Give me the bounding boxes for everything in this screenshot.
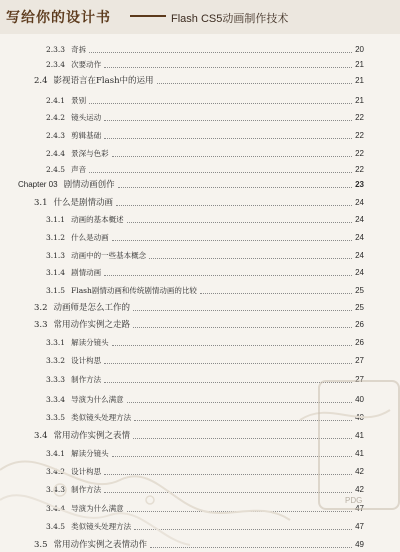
toc-entry-title: 类似镜头处理方法 [71, 413, 132, 422]
toc-entry-page: 21 [355, 76, 364, 85]
toc-entry-number: 3.5 [34, 540, 48, 550]
header-dash [130, 15, 166, 17]
dot-leader [104, 275, 352, 276]
dot-leader [116, 205, 352, 206]
toc-entry-number: 2.4.2 [46, 113, 66, 122]
toc-entry-page: 22 [355, 149, 364, 158]
toc-entry-number: 3.1.5 [46, 286, 66, 295]
toc-entry-title: 剧情动画 [71, 268, 102, 277]
toc-entry[interactable] [34, 426, 364, 442]
dot-leader [133, 327, 352, 328]
toc-entry-number: 3.4.1 [46, 449, 66, 458]
toc-entry-page: 21 [355, 96, 364, 105]
toc-entry-title: Flash剧情动画和传统剧情动画的比较 [71, 286, 197, 295]
toc-entry-number: 3.3.4 [46, 395, 66, 404]
toc-entry-title: 剪辑基础 [71, 131, 102, 140]
toc-entry[interactable] [46, 246, 364, 262]
toc-entry-title: 解读分镜头 [71, 338, 109, 347]
toc-entry[interactable] [18, 175, 364, 191]
dot-leader [89, 172, 352, 173]
toc-entry-title: 景深与色彩 [71, 149, 109, 158]
toc-entry[interactable] [46, 144, 364, 160]
toc-entry-title: 设计构思 [71, 356, 102, 365]
toc-entry-number: 3.4.3 [46, 485, 66, 494]
toc-entry-page: 40 [355, 395, 364, 404]
toc-entry-number: 2.4.5 [46, 165, 66, 174]
toc-entry-page: 49 [355, 540, 364, 549]
toc-entry-number: 2.3.4 [46, 60, 66, 69]
toc-entry[interactable] [46, 333, 364, 349]
toc-entry-page: 24 [355, 268, 364, 277]
dot-leader [134, 529, 352, 530]
toc-entry-number: 3.1.2 [46, 233, 66, 242]
dot-leader [118, 187, 352, 188]
toc-entry[interactable] [46, 160, 364, 176]
toc-entry[interactable] [46, 408, 364, 424]
dot-leader [104, 120, 352, 121]
toc-entry[interactable] [46, 40, 364, 56]
dot-leader [150, 547, 352, 548]
toc-entry-title: 设计构思 [71, 467, 102, 476]
toc-entry[interactable] [46, 126, 364, 142]
toc-entry[interactable] [46, 228, 364, 244]
toc-entry-number: 2.3.3 [46, 45, 66, 54]
toc-entry-number: 3.4 [34, 431, 48, 441]
toc-entry-page: 41 [355, 449, 364, 458]
toc-entry[interactable] [46, 108, 364, 124]
toc-entry-number: 3.3.5 [46, 413, 66, 422]
toc-entry-number: 2.4.1 [46, 96, 66, 105]
toc-entry-number: 3.1 [34, 198, 48, 208]
toc-entry-page: 24 [355, 215, 364, 224]
toc-entry-page: 47 [355, 504, 364, 513]
toc-entry[interactable] [46, 263, 364, 279]
toc-entry-title: 制作方法 [71, 485, 102, 494]
watermark-seal [318, 380, 400, 510]
toc-entry[interactable] [46, 370, 364, 386]
toc-entry-page: 26 [355, 338, 364, 347]
toc-entry-page: 22 [355, 165, 364, 174]
toc-entry-title: 常用动作实例之走路 [53, 320, 131, 330]
watermark-label: PDG [345, 496, 363, 505]
dot-leader [133, 310, 352, 311]
dot-leader [104, 382, 352, 383]
dot-leader [104, 67, 352, 68]
dot-leader [104, 363, 352, 364]
toc-entry[interactable] [46, 91, 364, 107]
dot-leader [112, 456, 353, 457]
toc-entry-number: 3.1.1 [46, 215, 66, 224]
toc-entry[interactable] [34, 535, 364, 551]
series-title: 写给你的设计书 [6, 10, 111, 26]
dot-leader [89, 103, 352, 104]
toc-entry-page: 27 [355, 375, 364, 384]
toc-entry[interactable] [46, 499, 364, 515]
toc-entry-title: 次要动作 [71, 60, 102, 69]
toc-entry[interactable] [34, 193, 364, 209]
toc-entry[interactable] [46, 444, 364, 460]
toc-entry-page: 41 [355, 431, 364, 440]
toc-entry-title: 景别 [71, 96, 87, 105]
toc-entry-number: 3.4.4 [46, 504, 66, 513]
dot-leader [112, 240, 353, 241]
toc-entry-page: 24 [355, 198, 364, 207]
dot-leader [149, 258, 352, 259]
toc-entry-title: 影视语言在Flash中的运用 [53, 76, 154, 86]
toc-entry-page: 42 [355, 485, 364, 494]
dot-leader [127, 511, 353, 512]
toc-entry-title: 什么是动画 [71, 233, 109, 242]
toc-entry-page: 20 [355, 45, 364, 54]
toc-entry-number: 3.1.3 [46, 251, 66, 260]
dot-leader [104, 474, 352, 475]
toc-entry-number: 3.2 [34, 303, 48, 313]
dot-leader [104, 492, 352, 493]
toc-entry-title: 类似镜头处理方法 [71, 522, 132, 531]
toc-entry-number: 3.3.2 [46, 356, 66, 365]
toc-entry-page: 22 [355, 113, 364, 122]
toc-entry-title: 动画中的一些基本概念 [71, 251, 147, 260]
dot-leader [200, 293, 352, 294]
toc-entry-title: 导演为什么满意 [71, 395, 124, 404]
toc-entry-page: 25 [355, 303, 364, 312]
toc-entry-page: 23 [355, 180, 364, 189]
dot-leader [112, 156, 353, 157]
toc-entry-title: 剧情动画创作 [63, 180, 115, 190]
toc-entry-number: 2.4.4 [46, 149, 66, 158]
toc-entry-number: 2.4 [34, 76, 48, 86]
page-header [0, 0, 400, 34]
toc-entry-title: 什么是剧情动画 [53, 198, 114, 208]
toc-entry-title: 声音 [71, 165, 87, 174]
toc-entry-title: 制作方法 [71, 375, 102, 384]
toc-entry[interactable] [46, 55, 364, 71]
toc-entry-number: 3.3 [34, 320, 48, 330]
toc-entry[interactable] [46, 517, 364, 533]
toc-entry-number: 3.1.4 [46, 268, 66, 277]
toc-entry-title: 动画师是怎么工作的 [53, 303, 131, 313]
toc-entry-title: 动画的基本概述 [71, 215, 124, 224]
dot-leader [89, 52, 352, 53]
toc-entry[interactable] [46, 462, 364, 478]
toc-entry-page: 22 [355, 131, 364, 140]
book-title: Flash CS5动画制作技术 [171, 13, 289, 25]
toc-entry-number: 3.4.5 [46, 522, 66, 531]
toc-entry[interactable] [46, 390, 364, 406]
toc-entry[interactable] [34, 298, 364, 314]
toc-entry-title: 奇拆 [71, 45, 87, 54]
toc-entry-page: 25 [355, 286, 364, 295]
toc-entry[interactable] [34, 315, 364, 331]
toc-entry-title: 常用动作实例之表情动作 [53, 540, 148, 550]
toc-entry-page: 40 [355, 413, 364, 422]
toc-entry-page: 42 [355, 467, 364, 476]
toc-entry-number: 3.4.2 [46, 467, 66, 476]
toc-entry-page: 26 [355, 320, 364, 329]
toc-entry-title: 镜头运动 [71, 113, 102, 122]
toc-entry-title: 解读分镜头 [71, 449, 109, 458]
toc-entry[interactable] [46, 210, 364, 226]
dot-leader [157, 83, 353, 84]
toc-entry-page: 27 [355, 356, 364, 365]
toc-entry-page: 24 [355, 233, 364, 242]
toc-entry-number: 2.4.3 [46, 131, 66, 140]
dot-leader [104, 138, 352, 139]
toc-entry-page: 47 [355, 522, 364, 531]
dot-leader [127, 222, 353, 223]
toc-entry[interactable] [34, 71, 364, 87]
toc-entry[interactable] [46, 351, 364, 367]
toc-entry[interactable] [46, 281, 364, 297]
toc-entry-page: 21 [355, 60, 364, 69]
toc-entry-page: 24 [355, 251, 364, 260]
toc-entry-title: 常用动作实例之表情 [53, 431, 131, 441]
toc-entry-number: 3.3.1 [46, 338, 66, 347]
toc-entry-number: Chapter 03 [18, 180, 58, 189]
toc-entry-number: 3.3.3 [46, 375, 66, 384]
toc-entry[interactable] [46, 480, 364, 496]
dot-leader [112, 345, 353, 346]
toc-entry-title: 导演为什么满意 [71, 504, 124, 513]
